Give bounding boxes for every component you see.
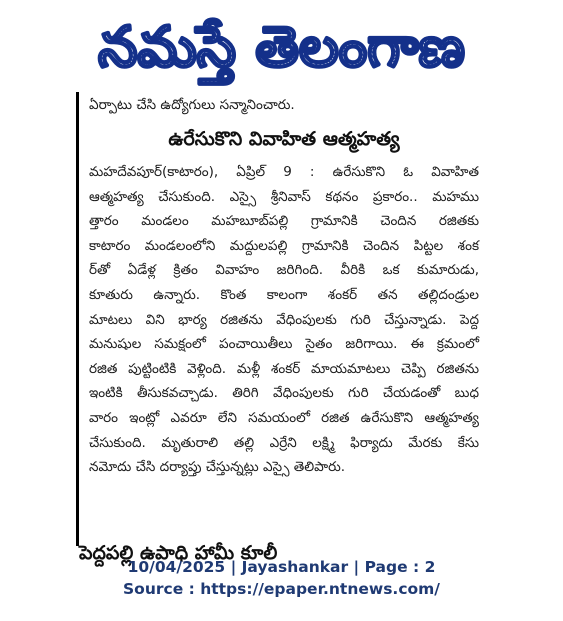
article-line: కూతురు ఉన్నారు. కొంత కాలంగా శంకర్ తన తల్లిదండ్రుల (89, 286, 479, 303)
article-line: వారం ఇంట్లో ఎవరూ లేని సమయంలో రజిత ఉరేసుకొని ఆత్మహత్య (89, 409, 479, 426)
svg-text:నమస్తే తెలంగాణ: నమస్తే తెలంగాణ (98, 15, 465, 80)
article-line: రజిత పుట్టింటికి వెళ్లింది. మళ్లీ శంకర్ మాయమాటలు చెప్పి రజితను (89, 360, 479, 377)
article-line: మహదేవపూర్(కాటారం), ఏప్రిల్ 9 : ఉరేసుకొని ఓ వివాహిత (89, 164, 479, 180)
article-line: మాటలు విని భార్య రజితను వేధింపులకు గురి చేస్తున్నాడు. పెద్ద (89, 311, 479, 328)
article-line: త్తారం మండలం మహబూబ్‌పల్లి గ్రామానికి చెందిన రజితకు (89, 213, 479, 230)
next-article-headline: పెద్దపల్లి ఉపాధి హామీ కూలీ (79, 542, 278, 564)
article-line: మనుషుల సమక్షంలో పంచాయితీలు సైతం జరిగాయి. ఈ క్రమంలో (89, 336, 479, 353)
edition-info: 10/04/2025 | Jayashankar | Page : 2 (127, 558, 436, 576)
next-article-headline-cut (79, 540, 469, 564)
article-headline: ఉరేసుకొని వివాహిత ఆత్మహత్య (168, 128, 400, 150)
newspaper-logo (0, 0, 563, 88)
article-clipping (76, 92, 484, 564)
source-url: Source : https://epaper.ntnews.com/ (123, 580, 440, 598)
article-line: ర్‌తో ఏడేళ్ల క్రితం వివాహం జరిగింది. వీరికి ఒక కుమారుడు, (89, 262, 479, 279)
article-body (89, 160, 479, 480)
article-line: నమోదు చేసి దర్యాప్తు చేస్తున్నట్లు ఎస్సై తెలిపారు. (89, 459, 346, 476)
article-line: ఇంటికి తీసుకవచ్చాడు. తిరిగి వేధింపులకు గురి చేయడంతో బుధ (89, 385, 479, 402)
source-footer (0, 556, 563, 600)
article-line: కాటారం మండలంలోని మద్దులపల్లి గ్రామానికి చెందిన పిట్టల శంక (89, 237, 479, 254)
previous-article-tail: ఏర్పాటు చేసి ఉద్యోగులు సన్మానించారు. (89, 97, 295, 113)
article-line: చేసుకుంది. మృతురాలి తల్లి ఎర్రేని లక్ష్మి ఫిర్యాదు మేరకు కేసు (89, 434, 479, 451)
masthead (0, 0, 563, 88)
article-content (89, 96, 479, 480)
article-line: ఆత్మహత్య చేసుకుంది. ఎస్సై శ్రీనివాస్ కథనం ప్రకారం.. మహము (89, 188, 479, 205)
